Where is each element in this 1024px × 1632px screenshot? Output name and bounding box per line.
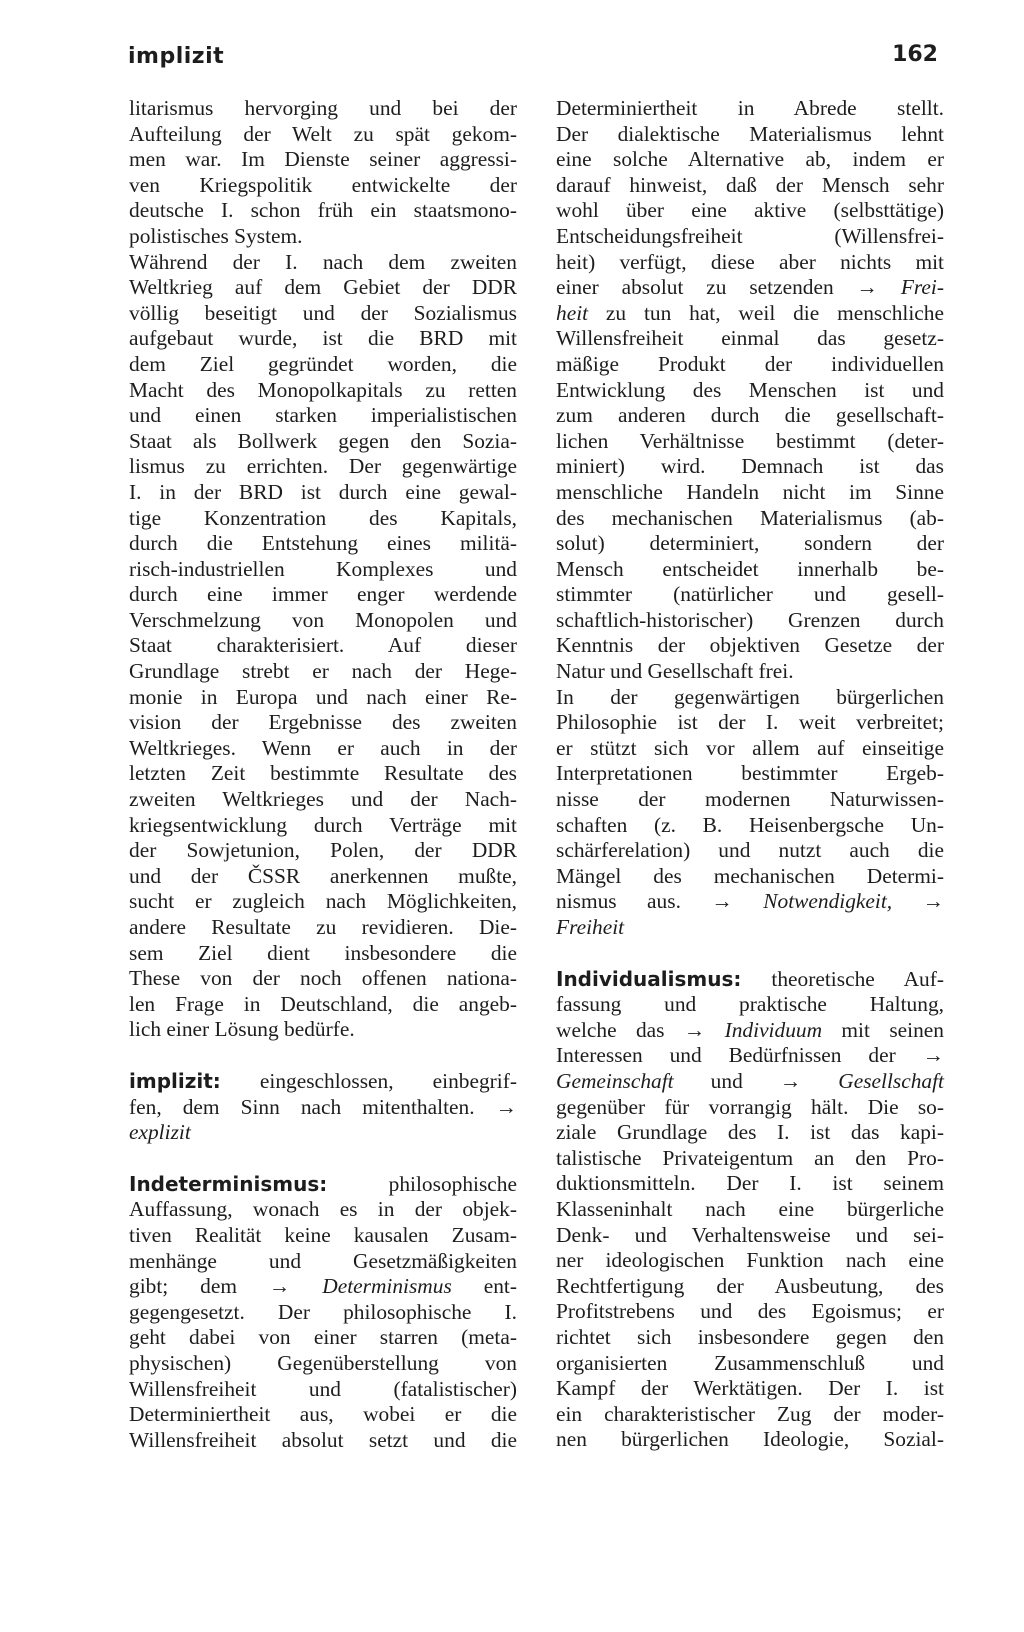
indet-line-4: menhänge und Gesetzmäßigkeiten — [129, 1248, 517, 1273]
indet-line-3: tiven Realität keine kausalen Zusam- — [129, 1222, 517, 1247]
text-line: Kenntnis der objektiven Gesetze der — [556, 633, 944, 658]
text-line: lich einer Lösung bedürfe. — [129, 1017, 355, 1042]
text-line: Verschmelzung von Monopolen und — [129, 607, 517, 632]
text-line: ner ideologischen Funktion nach eine — [556, 1248, 944, 1273]
crossref-notwendigkeit: Notwendigkeit, — [763, 889, 893, 914]
text-line: stimmter (natürlicher und gesell- — [556, 582, 944, 607]
text-line: der Sowjetunion, Polen, der DDR — [129, 838, 517, 863]
crossref-gesellschaft: Gesellschaft — [838, 1068, 944, 1093]
text-line: Mängel des mechanischen Determi- — [556, 863, 944, 888]
text-line: Der dialektische Materialismus lehnt — [556, 121, 944, 146]
text-line: eine solche Alternative ab, indem er — [556, 147, 944, 172]
text-line: Während der I. nach dem zweiten — [129, 249, 517, 274]
text-line: Entwicklung des Menschen ist und — [556, 377, 944, 402]
text-line: andere Resultate zu revidieren. Die- — [129, 915, 517, 939]
text-line: sucht er zugleich nach Möglichkeiten, — [129, 889, 517, 914]
crossref-determinismus: Determinismus — [322, 1274, 452, 1299]
entry-implizit — [129, 1069, 517, 1146]
text-line: letzten Zeit bestimmte Resultate des — [129, 761, 517, 786]
refs-line-2 — [556, 915, 944, 941]
text-line: schaften (z. B. Heisenbergsche Un- — [556, 812, 944, 837]
text-line: durch die Entstehung eines militä- — [129, 531, 517, 556]
text-line: lichen Verhältnisse bestimmt (deter- — [556, 428, 944, 453]
text-line: nen bürgerlichen Ideologie, Sozial- — [556, 1427, 944, 1452]
text-line: ziale Grundlage des I. ist das kapi- — [556, 1120, 944, 1145]
text-line: Entscheidungsfreiheit (Willensfrei- — [556, 223, 944, 248]
text-line: durch eine immer enger werdende — [129, 582, 517, 607]
text-line: zum anderen durch die gesellschaft- — [556, 403, 944, 428]
text-line: des mechanischen Materialismus (ab- — [556, 505, 944, 530]
indet-line-7: geht dabei von einer starren (meta- — [129, 1325, 517, 1350]
indeterminismus-continuation-b — [556, 326, 944, 889]
indeterminismus-continuation-a — [556, 96, 944, 275]
text-line: len Frage in Deutschland, die angeb- — [129, 991, 517, 1016]
indet-line-10: Determiniertheit aus, wobei er die — [129, 1402, 517, 1427]
text-line: organisierten Zusammenschluß und — [556, 1350, 944, 1375]
text-line: schaftlich-historischer) Grenzen durch — [556, 607, 944, 632]
text-line: vision der Ergebnisse des zweiten — [129, 710, 517, 735]
text-line: In der gegenwärtigen bürgerlichen — [556, 684, 944, 709]
text-line: und einen starken imperialistischen — [129, 403, 517, 428]
text-line: Aufteilung der Welt zu spät gekom- — [129, 121, 517, 146]
headword-implizit: implizit: — [129, 1068, 221, 1093]
implizit-line-2: fen, dem Sinn nach mitenthalten. → — [129, 1094, 517, 1119]
text-line: Kampf der Werktätigen. Der I. ist — [556, 1376, 944, 1401]
crossref-freiheit: Frei- — [900, 275, 944, 300]
indet-line-8: physischen) Gegenüberstellung von — [129, 1350, 517, 1375]
text-line: men war. Im Dienste seiner aggressi- — [129, 147, 517, 172]
refs-line: nismus aus. → Notwendigkeit, → — [556, 889, 944, 914]
indiv-line-5: Gemeinschaft und → Gesellschaft — [556, 1068, 944, 1093]
text-line: zweiten Weltkrieges und der Nach- — [129, 787, 517, 812]
text-line: darauf hinweist, daß der Mensch sehr — [556, 172, 944, 197]
text-line: Rechtfertigung der Ausbeutung, des — [556, 1273, 944, 1298]
left-column — [129, 96, 517, 1453]
text-line: aufgebaut wurde, ist die BRD mit — [129, 326, 517, 351]
crossref-explizit: explizit — [129, 1120, 191, 1145]
freiheit-line: einer absolut zu setzenden → Frei- — [556, 275, 944, 300]
text-line: miniert) wird. Demnach ist das — [556, 454, 944, 479]
text-line: dem Ziel gegründet worden, die — [129, 351, 517, 376]
text-line: I. in der BRD ist durch eine gewal- — [129, 479, 517, 504]
text-line: Staat als Bollwerk gegen den Sozia- — [129, 428, 517, 453]
text-line: Interpretationen bestimmter Ergeb- — [556, 761, 944, 786]
text-line: Staat charakterisiert. Auf dieser — [129, 633, 517, 658]
headword-individualismus: Individualismus: — [556, 966, 742, 991]
crossref-freiheit-2: Freiheit — [556, 915, 625, 939]
text-line: menschliche Handeln nicht im Sinne — [556, 479, 944, 504]
implizit-line-3 — [129, 1120, 517, 1146]
indet-line-11: Willensfreiheit absolut setzt und die — [129, 1427, 517, 1452]
indiv-line-3: welche das → Individuum mit seinen — [556, 1017, 944, 1042]
arrow-icon: → — [711, 889, 733, 914]
text-line: Weltkrieg auf dem Gebiet der DDR — [129, 275, 517, 300]
headword-indeterminismus: Indeterminismus: — [129, 1171, 328, 1196]
text-line: monie in Europa und nach einer Re- — [129, 684, 517, 709]
text-line: These von der noch offenen nationa- — [129, 966, 517, 991]
crossref-gemeinschaft: Gemeinschaft — [556, 1068, 674, 1093]
arrow-icon: → — [922, 889, 944, 914]
entry-individualismus — [556, 967, 944, 1453]
text-line: er stützt sich vor allem auf einseitige — [556, 735, 944, 760]
page-number: 162 — [892, 42, 938, 67]
text-line: Willensfreiheit einmal das gesetz- — [556, 326, 944, 351]
arrow-icon: → — [922, 1043, 944, 1068]
text-line: Natur und Gesellschaft frei. — [556, 659, 794, 684]
text-line: tige Konzentration des Kapitals, — [129, 505, 517, 530]
text-line: mäßige Produkt der individuellen — [556, 351, 944, 376]
text-line: polistisches System. — [129, 223, 303, 248]
text-line: risch-industriellen Komplexes und — [129, 556, 517, 581]
implizit-line-1: implizit: eingeschlossen, einbegrif- — [129, 1068, 517, 1093]
text-line: gegenüber für vorrangig hält. Die so- — [556, 1094, 944, 1119]
indiv-line-2: fassung und praktische Haltung, — [556, 992, 944, 1017]
text-line: lismus zu errichten. Der gegenwärtige — [129, 454, 517, 479]
text-line: richtet sich insbesondere gegen den — [556, 1324, 944, 1349]
imperialismus-continuation — [129, 96, 517, 1043]
text-line: Grundlage strebt er nach der Hege- — [129, 659, 517, 684]
text-line: Klasseninhalt nach eine bürgerliche — [556, 1196, 944, 1221]
text-line: ein charakteristischer Zug der moder- — [556, 1401, 944, 1426]
text-line: kriegsentwicklung durch Verträge mit — [129, 812, 517, 837]
text-line: duktionsmitteln. Der I. ist seinem — [556, 1171, 944, 1196]
text-line: nisse der modernen Naturwissen- — [556, 787, 944, 812]
arrow-icon: → — [268, 1274, 291, 1299]
arrow-icon: → — [683, 1017, 706, 1042]
running-head: implizit — [128, 44, 225, 69]
text-line: sem Ziel dient insbesondere die — [129, 940, 517, 965]
text-line: Weltkrieges. Wenn er auch in der — [129, 735, 517, 760]
text-line: und der ČSSR anerkennen mußte, — [129, 863, 517, 888]
text-line: Philosophie ist der I. weit verbreitet; — [556, 710, 944, 735]
crossref-individuum: Individuum — [724, 1017, 823, 1042]
indet-line-1: Indeterminismus: philosophische — [129, 1171, 517, 1196]
text-line: heit) verfügt, diese aber nichts mit — [556, 249, 944, 274]
text-line: völlig beseitigt und der Sozialismus — [129, 300, 517, 325]
text-line: litarismus hervorging und bei der — [129, 96, 517, 120]
text-line: deutsche I. schon früh ein staatsmono- — [129, 198, 517, 223]
indet-line-5: gibt; dem → Determinismus ent- — [129, 1274, 517, 1299]
arrow-icon: → — [495, 1094, 517, 1119]
individualismus-body — [556, 1095, 944, 1453]
indet-line-2: Auffassung, wonach es in der objek- — [129, 1197, 517, 1222]
right-column — [556, 96, 944, 1453]
text-line: Mensch entscheidet innerhalb be- — [556, 556, 944, 581]
indet-line-9: Willensfreiheit und (fatalistischer) — [129, 1376, 517, 1401]
text-line: Profitstrebens und des Egoismus; er — [556, 1299, 944, 1324]
text-line: wohl über eine aktive (selbsttätige) — [556, 198, 944, 223]
text-line: talistische Privateigentum an den Pro- — [556, 1145, 944, 1170]
arrow-icon: → — [779, 1068, 802, 1093]
indiv-line-4: Interessen und Bedürfnissen der → — [556, 1043, 944, 1068]
text-line: ven Kriegspolitik entwickelte der — [129, 172, 517, 197]
text-line: solut) determiniert, sondern der — [556, 531, 944, 556]
arrow-icon: → — [856, 275, 878, 300]
text-line: Denk- und Verhaltensweise und sei- — [556, 1222, 944, 1247]
indet-line-6: gegengesetzt. Der philosophische I. — [129, 1299, 517, 1324]
text-line: Macht des Monopolkapitals zu retten — [129, 377, 517, 402]
entry-indeterminismus — [129, 1172, 517, 1454]
indiv-line-1: Individualismus: theoretische Auf- — [556, 966, 944, 991]
text-line: Determiniertheit in Abrede stellt. — [556, 96, 944, 120]
freiheit-line-2: heit zu tun hat, weil die menschliche — [556, 300, 944, 325]
text-line: schärferelation) und nutzt auch die — [556, 838, 944, 863]
